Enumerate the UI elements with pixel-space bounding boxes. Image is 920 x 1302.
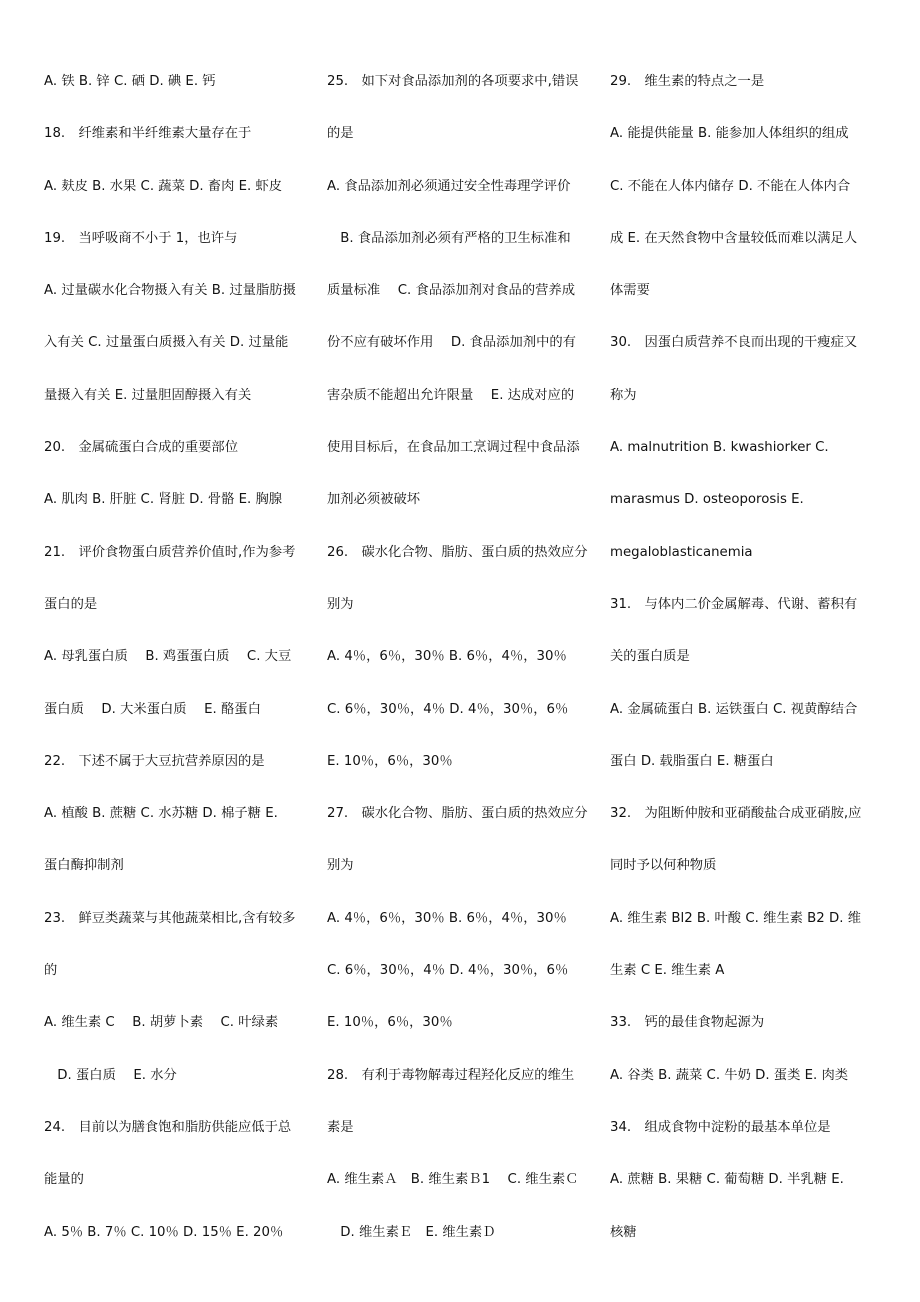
text-line: 关的蛋白质是 [610, 649, 690, 665]
text-line: 34. 组成食物中淀粉的最基本单位是 [610, 1119, 831, 1135]
text-line: 称为 [610, 387, 637, 403]
text-line: 蛋白酶抑制剂 [44, 858, 124, 874]
text-line: C. 6％，30％，4％ D. 4％，30％，6％ [327, 701, 569, 717]
text-line: 成 E. 在天然食物中含量较低而难以满足人 [610, 230, 858, 246]
text-line: 蛋白的是 [44, 596, 98, 612]
text-line: 27. 碳水化合物、脂肪、蛋白质的热效应分 [327, 806, 588, 822]
text-line: A. 铁 B. 锌 C. 硒 D. 碘 E. 钙 [44, 74, 216, 89]
text-line: A. 过量碳水化合物摄入有关 B. 过量脂肪摄 [44, 283, 296, 299]
text-line: 19. 当呼吸商不小于 1，也许与 [44, 230, 238, 246]
text-line: A. 金属硫蛋白 B. 运铁蛋白 C. 视黄醇结合 [610, 701, 858, 717]
text-line: 蛋白质 D. 大米蛋白质 E. 酪蛋白 [44, 701, 261, 717]
text-line: megaloblasticanemia [610, 544, 753, 560]
text-line: A. 植酸 B. 蔗糖 C. 水苏糖 D. 棉子糖 E. [44, 806, 278, 822]
text-line: 害杂质不能超出允许限量 E. 达成对应的 [327, 387, 575, 403]
text-line: 同时予以何种物质 [610, 858, 717, 874]
text-line: A. 麸皮 B. 水果 C. 蔬菜 D. 畜肉 E. 虾皮 [44, 178, 283, 194]
text-line: 18. 纤维素和半纤维素大量存在于 [44, 126, 252, 142]
text-column-left [44, 56, 316, 1259]
text-line: 别为 [327, 596, 354, 612]
text-line: 21. 评价食物蛋白质营养价值时,作为参考 [44, 544, 296, 560]
text-line: 23. 鲜豆类蔬菜与其他蔬菜相比,含有较多 [44, 910, 296, 926]
text-line: A. 维生素 C B. 胡萝卜素 C. 叶绿素 [44, 1015, 279, 1031]
text-line: A. 食品添加剂必须通过安全性毒理学评价 [327, 178, 571, 194]
text-line: 33. 钙的最佳食物起源为 [610, 1015, 765, 1031]
text-line: 的是 [327, 126, 354, 142]
text-line: A. 能提供能量 B. 能参加人体组织的组成 [610, 126, 849, 142]
text-line: 体需要 [610, 283, 650, 299]
text-line: marasmus D. osteoporosis E. [610, 492, 804, 508]
text-line: 质量标准 C. 食品添加剂对食品的营养成 [327, 283, 576, 299]
text-line: D. 维生素Ｅ E. 维生素Ｄ [327, 1224, 496, 1240]
text-line: A. 维生素 Bl2 B. 叶酸 C. 维生素 B2 D. 维 [610, 910, 861, 926]
text-line: E. 10％，6％，30％ [327, 753, 453, 769]
text-line: 28. 有利于毒物解毒过程羟化反应的维生 [327, 1067, 575, 1083]
text-line: 能量的 [44, 1172, 84, 1188]
text-line: C. 不能在人体内储存 D. 不能在人体内合 [610, 178, 851, 194]
text-line: 22. 下述不属于大豆抗营养原因的是 [44, 753, 265, 769]
text-line: D. 蛋白质 E. 水分 [44, 1067, 177, 1083]
text-line: 24. 目前以为膳食饱和脂肪供能应低于总 [44, 1119, 292, 1135]
text-line: A. 母乳蛋白质 B. 鸡蛋蛋白质 C. 大豆 [44, 649, 292, 665]
text-line: E. 10％，6％，30％ [327, 1015, 453, 1031]
text-line: 20. 金属硫蛋白合成的重要部位 [44, 440, 239, 456]
text-line: A. 肌肉 B. 肝脏 C. 肾脏 D. 骨骼 E. 胸腺 [44, 492, 283, 508]
text-line: 蛋白 D. 载脂蛋白 E. 糖蛋白 [610, 753, 774, 769]
text-line: 入有关 C. 过量蛋白质摄入有关 D. 过量能 [44, 335, 289, 351]
text-line: B. 食品添加剂必须有严格的卫生标准和 [327, 230, 571, 246]
text-line: 核糖 [610, 1224, 637, 1240]
text-line: A. malnutrition B. kwashiorker C. [610, 440, 829, 456]
text-line: A. 5％ B. 7％ C. 10％ D. 15％ E. 20％ [44, 1224, 284, 1240]
text-line: 32. 为阻断仲胺和亚硝酸盐合成亚硝胺,应 [610, 806, 862, 822]
text-line: A. 谷类 B. 蔬菜 C. 牛奶 D. 蛋类 E. 肉类 [610, 1067, 849, 1083]
text-line: 加剂必须被破坏 [327, 492, 421, 508]
text-line: A. 蔗糖 B. 果糖 C. 葡萄糖 D. 半乳糖 E. [610, 1172, 844, 1188]
text-line: 别为 [327, 858, 354, 874]
text-line: 生素 C E. 维生素 A [610, 963, 725, 979]
text-line: C. 6％，30％，4％ D. 4％，30％，6％ [327, 963, 569, 979]
text-line: 使用目标后，在食品加工烹调过程中食品添 [327, 440, 580, 456]
text-line: 29. 维生素的特点之一是 [610, 74, 765, 89]
text-line: 26. 碳水化合物、脂肪、蛋白质的热效应分 [327, 544, 588, 560]
text-line: A. 4％，6％，30％ B. 6％，4％，30％ [327, 649, 567, 665]
text-line: 30. 因蛋白质营养不良而出现的干瘦症又 [610, 335, 858, 351]
text-line: A. 维生素Ａ B. 维生素Ｂ1 C. 维生素Ｃ [327, 1172, 579, 1188]
text-line: 25. 如下对食品添加剂的各项要求中,错误 [327, 74, 579, 89]
text-line: 量摄入有关 E. 过量胆固醇摄入有关 [44, 387, 252, 403]
text-line: 素是 [327, 1119, 354, 1135]
text-line: A. 4％，6％，30％ B. 6％，4％，30％ [327, 910, 567, 926]
text-column-middle [327, 56, 599, 1259]
text-line: 份不应有破坏作用 D. 食品添加剂中的有 [327, 335, 576, 351]
text-line: 31. 与体内二价金属解毒、代谢、蓄积有 [610, 596, 858, 612]
text-line: 的 [44, 963, 58, 979]
text-column-right [610, 56, 882, 1259]
